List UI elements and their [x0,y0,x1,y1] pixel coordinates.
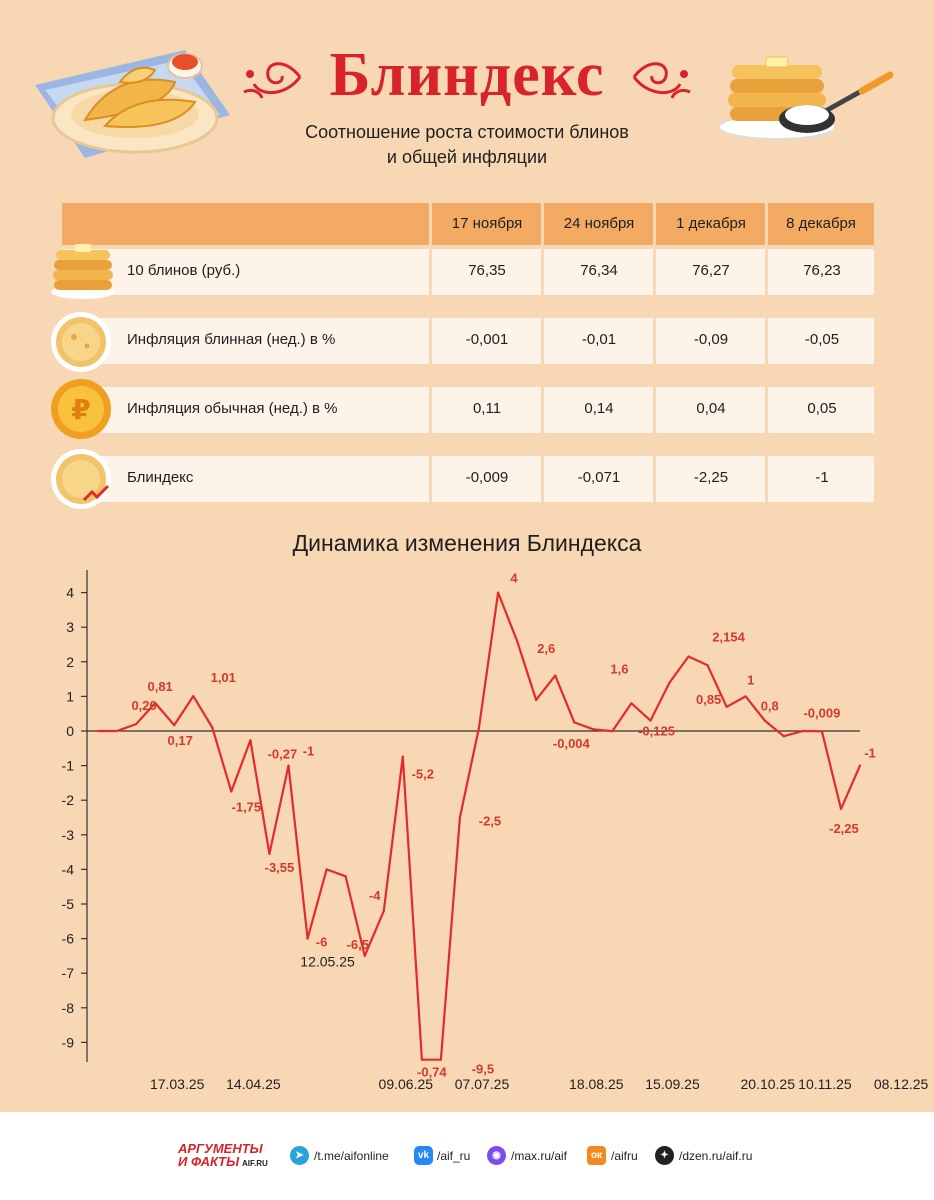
table-cell: 0,14 [584,400,614,417]
data-point [783,735,785,737]
column-header-2: 24 ноября [563,215,635,232]
telegram-icon[interactable]: ➤ [290,1146,309,1165]
data-label: -0,74 [417,1064,447,1080]
data-point [230,790,232,792]
subtitle-line-1: Соотношение роста стоимости блинов [305,122,629,142]
data-label: 0,85 [695,691,722,707]
table-cell: -0,05 [804,331,840,348]
dzen-icon[interactable]: ✦ [655,1146,674,1165]
data-label: -2,5 [478,813,502,829]
data-point [630,702,632,704]
logo-suffix: AIF.RU [242,1159,268,1168]
data-point [364,955,366,957]
x-tick-label: 15.09.25 [645,1076,700,1092]
x-tick-label: 18.08.25 [569,1076,624,1092]
y-tick-label: 3 [66,619,74,636]
vk-icon[interactable]: vk [414,1146,433,1165]
data-point [554,675,556,677]
table-cell: -0,071 [577,469,621,486]
y-tick-label: -5 [61,896,74,912]
table-cell: -1 [815,469,829,486]
footer-link-max[interactable]: /max.ru/aif [511,1149,568,1163]
data-point [268,853,270,855]
data-label: 2,154 [712,629,745,645]
x-tick-label: 08.12.25 [873,1076,929,1092]
data-point [192,695,194,697]
table-cell: -0,009 [465,469,509,486]
data-point [497,592,499,594]
data-point [345,875,347,877]
data-point [840,808,842,810]
data-point [383,910,385,912]
data-label: 0,81 [147,678,173,694]
data-label: -4 [368,887,381,903]
data-label: 0,8 [760,698,779,714]
data-point [116,730,118,732]
logo-line-1: АРГУМЕНТЫ [178,1141,263,1156]
footer-link-dzen[interactable]: /dzen.ru/aif.ru [679,1149,753,1163]
table-cell: 0,11 [472,400,502,417]
data-point [726,706,728,708]
data-point [859,765,861,767]
y-tick-label: 4 [66,584,74,601]
x-tick-label: 14.04.25 [226,1076,281,1092]
footer-link-vk[interactable]: /aif_ru [437,1149,471,1163]
y-tick-label: 0 [66,723,74,739]
data-label: 0,20 [131,698,157,714]
row-label-general-inflation: Инфляция обычная (нед.) в % [127,400,338,417]
data-point [592,728,594,730]
table-cell: -0,01 [581,331,617,348]
data-label: -5,2 [411,766,435,782]
data-label: -6,5 [346,936,369,952]
data-point [306,938,308,940]
row-label-blindex: Блиндекс [127,469,194,486]
data-label: 1 [747,672,755,688]
data-label: -1 [302,743,315,759]
data-point [668,681,670,683]
data-point [764,720,766,722]
y-tick-label: -4 [61,861,74,878]
data-label: -0,125 [638,723,675,739]
data-point [745,695,747,697]
table-cell: 0,05 [807,400,837,417]
y-tick-label: -8 [61,999,74,1016]
data-point [535,699,537,701]
data-label: 4 [510,570,518,586]
data-point [211,726,213,728]
data-point [516,640,518,642]
data-point [440,1059,442,1061]
data-label: -0,27 [267,746,298,762]
data-point [249,739,251,741]
y-tick-label: -7 [61,965,74,982]
data-point [687,655,689,657]
y-tick-label: -3 [61,826,74,843]
data-label: 0,17 [167,733,193,749]
x-tick-label: 17.03.25 [149,1076,205,1092]
row-label-price: 10 блинов (руб.) [127,262,241,279]
data-point [478,726,480,728]
data-label: -0,004 [552,736,590,752]
max-icon[interactable]: ◉ [487,1146,506,1165]
data-point [287,765,289,767]
page-title: Блиндекс [329,41,605,109]
aif-logo [176,1140,276,1170]
data-point [821,730,823,732]
table-cell: 76,27 [692,262,730,279]
data-point [173,724,175,726]
row-label-pancake-inflation: Инфляция блинная (нед.) в % [127,331,336,348]
x-tick-label: 20.10.25 [740,1076,795,1092]
data-point [802,730,804,732]
data-point [611,730,613,732]
table-cell: 76,35 [468,262,506,279]
y-tick-label: 1 [66,688,74,705]
y-tick-label: -2 [61,792,74,809]
data-point [459,816,461,818]
data-point [97,730,99,732]
data-label: -0,009 [803,705,841,721]
data-point [326,868,328,870]
y-tick-label: -1 [61,757,74,774]
footer-link-odnoklassniki[interactable]: /aifru [611,1149,638,1163]
column-header-3: 1 декабря [676,215,746,232]
data-point [573,721,575,723]
x-tick-label: 07.07.25 [454,1076,510,1092]
odnoklassniki-icon[interactable]: ок [587,1146,606,1165]
x-extra-label: 12.05.25 [300,953,355,970]
y-tick-label: 2 [66,653,74,670]
y-tick-label: -6 [61,930,74,947]
table-cell: 0,04 [696,400,726,417]
table-cell: -2,25 [693,469,729,486]
data-label: -1 [864,745,876,761]
logo-line-2: И ФАКТЫ [178,1154,240,1169]
table-cell: -0,09 [693,331,729,348]
data-label: 2,6 [537,640,556,656]
data-label: -3,55 [264,859,295,875]
data-label: -9,5 [471,1061,495,1077]
column-header-1: 17 ноября [451,215,523,232]
x-tick-label: 10.11.25 [798,1076,852,1092]
footer-link-telegram[interactable]: /t.me/aifonline [314,1149,389,1163]
data-label: -1,75 [231,799,262,815]
data-point [421,1059,423,1061]
data-point [135,723,137,725]
data-point [707,664,709,666]
subtitle-line-2: и общей инфляции [386,147,548,167]
data-label: 1,6 [610,661,629,677]
y-tick-label: -9 [61,1034,74,1051]
svg-text:₽: ₽ [71,393,91,426]
column-header-4: 8 декабря [786,215,856,232]
table-cell: 76,23 [803,262,841,279]
data-label: -6 [315,934,328,950]
data-label: -2,25 [829,820,859,836]
x-tick-label: 09.06.25 [378,1076,434,1092]
data-point [402,756,404,758]
data-point [649,720,651,722]
table-cell: -0,001 [465,331,509,348]
data-label: 1,01 [210,670,236,686]
table-cell: 76,34 [580,262,618,279]
chart-title: Динамика изменения Блиндекса [292,530,642,556]
